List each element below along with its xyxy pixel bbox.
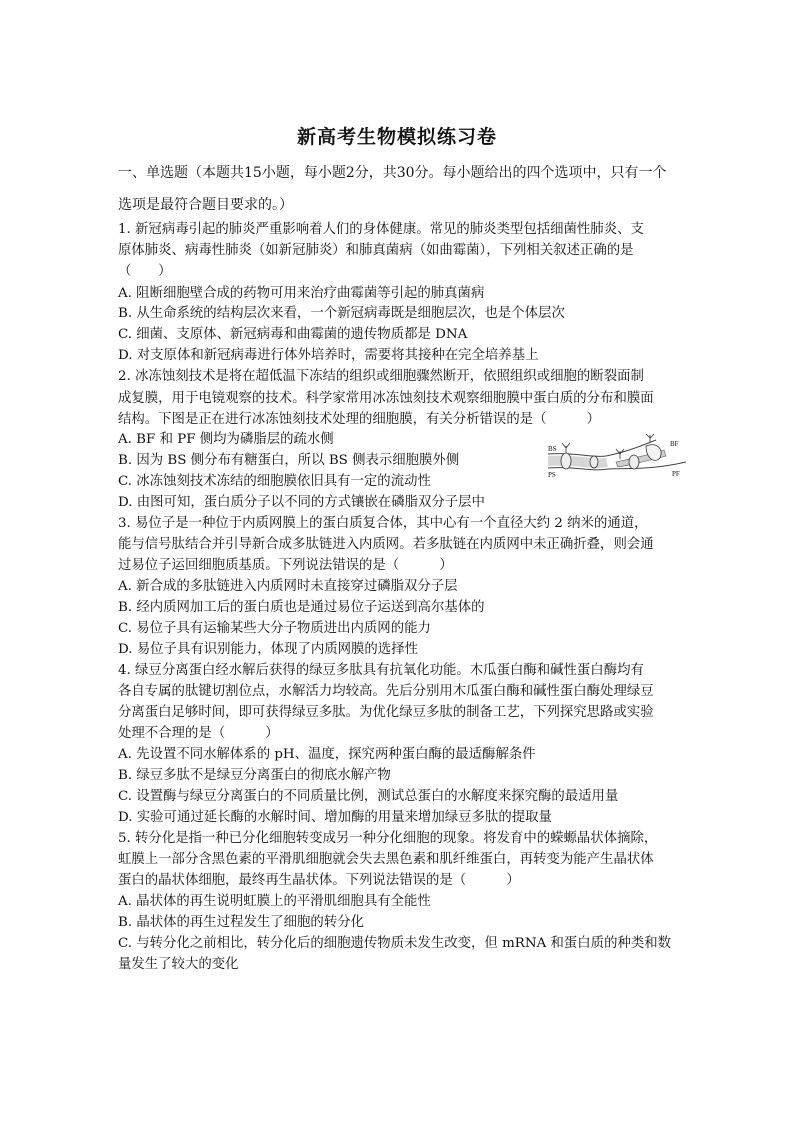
section-instruction-line-2: 选项是最符合题目要求的。） [118,197,293,213]
q2-option-d: D. 由图可知，蛋白质分子以不同的方式镶嵌在磷脂双分子层中 [118,495,485,510]
glycoprotein-chain-2 [616,449,624,459]
q5-option-b: B. 晶状体的再生过程发生了细胞的转分化 [118,915,364,930]
q5-option-c-line-1: C. 与转分化之前相比，转分化后的细胞遗传物质未发生改变，但 mRNA 和蛋白质的种类和数 [118,936,672,951]
lipid-bilayer-lower [548,456,608,468]
membrane-protein-3 [629,455,639,469]
q4-stem-line-1: 4. 绿豆分离蛋白经水解后获得的绿豆多肽具有抗氧化功能。木瓜蛋白酶和碱性蛋白酶均有 [118,663,644,678]
q1-option-d: D. 对支原体和新冠病毒进行体外培养时，需要将其接种在完全培养基上 [118,348,539,363]
q3-stem-line-1: 3. 易位子是一种位于内质网膜上的蛋白质复合体，其中心有一个直径大约 2 纳米的通道， [118,516,648,531]
q4-option-c: C. 设置酶与绿豆分离蛋白的不同质量比例，测试总蛋白的水解度来探究酶的最适用量 [118,789,619,804]
q1-stem-line-2: 原体肺炎、病毒性肺炎（如新冠肺炎）和肺真菌病（如曲霉菌），下列相关叙述正确的是 [118,243,634,258]
q1-stem-line-1: 1. 新冠病毒引起的肺炎严重影响着人们的身体健康。常见的肺炎类型包括细菌性肺炎、支 [118,222,644,237]
q2-option-b: B. 因为 BS 侧分布有糖蛋白，所以 BS 侧表示细胞膜外侧 [118,453,460,468]
q3-option-b: B. 经内质网加工后的蛋白质也是通过易位子运送到高尔基体的 [118,600,485,615]
q4-option-a: A. 先设置不同水解体系的 pH、温度，探究两种蛋白酶的最适酶解条件 [118,747,536,762]
q3-option-c: C. 易位子具有运输某些大分子物质进出内质网的能力 [118,621,431,636]
label-bf: BF [670,440,679,448]
q3-option-d: D. 易位子具有识别能力，体现了内质网膜的选择性 [118,642,418,657]
label-bs: BS [548,445,557,453]
q2-stem-line-2: 成复膜，用于电镜观察的技术。科学家常用冰冻蚀刻技术观察细胞膜中蛋白质的分布和膜面 [118,391,654,406]
label-ps: PS [548,471,556,479]
q5-option-c-line-2: 量发生了较大的变化 [118,957,239,972]
q4-option-b: B. 绿豆多肽不是绿豆分离蛋白的彻底水解产物 [118,768,391,783]
q5-stem-line-3: 蛋白的晶状体细胞，最终再生晶状体。下列说法错误的是（ ） [118,873,520,888]
q3-stem-line-3: 过易位子运回细胞质基质。下列说法错误的是（ ） [118,558,453,573]
q5-option-a: A. 晶状体的再生说明虹膜上的平滑肌细胞具有全能性 [118,894,431,909]
q1-stem-line-3: （ ） [118,264,172,279]
q4-stem-line-2: 各自专属的肽键切割位点，水解活力均较高。先后分别用木瓜蛋白酶和碱性蛋白酶处理绿豆 [118,684,654,699]
section-instruction-line-1: 一、单选题（本题共15小题，每小题2分，共30分。每小题给出的四个选项中，只有一个 [118,165,667,181]
q2-option-c: C. 冰冻蚀刻技术冻结的细胞膜依旧具有一定的流动性 [118,474,431,489]
q4-stem-line-4: 处理不合理的是（ ） [118,726,279,741]
membrane-inner-line [548,468,608,470]
q4-stem-line-3: 分离蛋白足够时间，即可获得绿豆多肽。为优化绿豆多肽的制备工艺，下列探究思路或实验 [118,705,654,720]
glycoprotein-chain-1 [562,443,570,453]
q3-option-a: A. 新合成的多肽链进入内质网时未直接穿过磷脂双分子层 [118,579,458,594]
membrane-protein-2 [590,456,598,468]
q1-option-b: B. 从生命系统的结构层次来看，一个新冠病毒既是细胞层次，也是个体层次 [118,306,565,321]
q4-option-d: D. 实验可通过延长酶的水解时间、增加酶的用量来增加绿豆多肽的提取量 [118,810,552,825]
membrane-protein-1 [561,453,571,469]
freeze-etch-membrane-figure [546,432,688,490]
q2-option-a: A. BF 和 PF 侧均为磷脂层的疏水侧 [118,432,334,447]
q2-stem-line-1: 2. 冰冻蚀刻技术是将在超低温下冻结的组织或细胞骤然断开，依照组织或细胞的断裂面制 [118,369,644,384]
q2-stem-line-3: 结构。下图是正在进行冰冻蚀刻技术处理的细胞膜，有关分析错误的是（ ） [118,412,601,427]
q5-stem-line-1: 5. 转分化是指一种已分化细胞转变成另一种分化细胞的现象。将发育中的蝾螈晶状体摘除， [118,831,658,846]
q5-stem-line-2: 虹膜上一部分含黑色素的平滑肌细胞就会失去黑色素和肌纤维蛋白，再转变为能产生晶状体 [118,852,654,867]
q3-stem-line-2: 能与信号肽结合并引导新合成多肽链进入内质网。若多肽链在内质网中未正确折叠，则会通 [118,537,654,552]
q1-option-c: C. 细菌、支原体、新冠病毒和曲霉菌的遗传物质都是 DNA [118,327,468,342]
page-title: 新高考生物模拟练习卷 [296,126,497,148]
q1-option-a: A. 阻断细胞壁合成的药物可用来治疗曲霉菌等引起的肺真菌病 [118,286,485,301]
label-pf: PF [672,470,680,478]
